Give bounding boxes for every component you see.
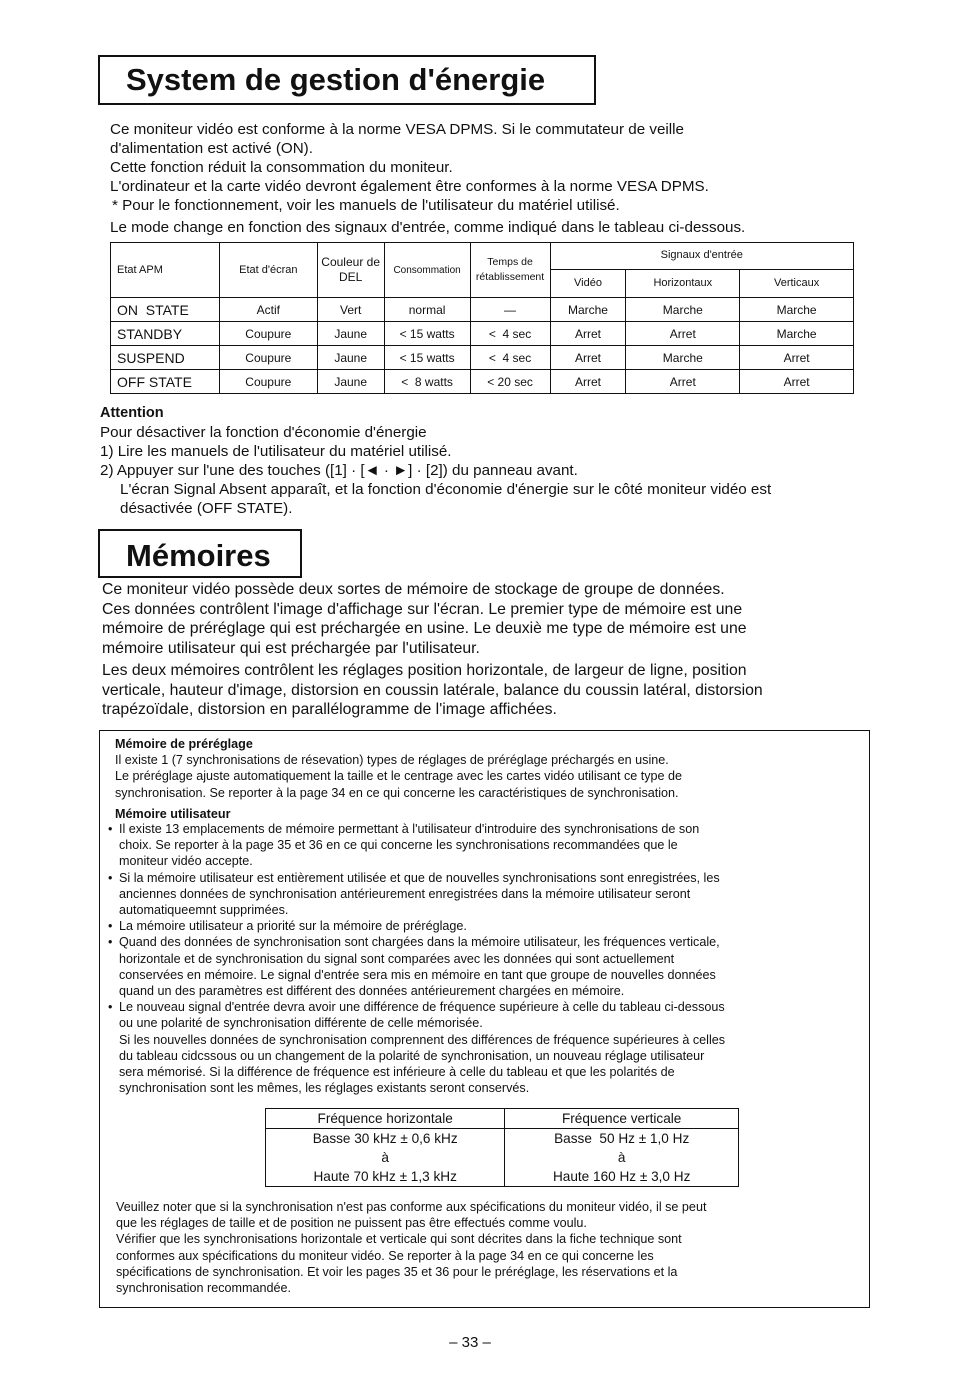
bullet-line: ou une polarité de synchronisation différente de celle mémorisée.	[119, 1016, 483, 1031]
bullet-line: automatiqueemnt supprimées.	[119, 903, 289, 918]
table-intro: Le mode change en fonction des signaux d'entrée, comme indiqué dans le tableau ci-dessous.	[110, 219, 746, 236]
freq-cell: à	[266, 1148, 505, 1167]
note-line: Veuillez noter que si la synchronisation n'est pas conforme aux spécifications du moniteur vidéo, il se peut	[116, 1200, 707, 1214]
cell: normal	[384, 298, 470, 322]
para-line: mémoire de préréglage qui est préchargée en usine. Le deuxiè me type de mémoire est une	[102, 620, 747, 638]
header-etat-apm: Etat APM	[111, 243, 220, 298]
bullet-line: sera mémorisé. Si la différence de fréquence est inférieure à celle du tableau et que les polarités de	[119, 1065, 675, 1080]
preset-memory-block	[115, 736, 855, 822]
cell: Arret	[626, 370, 740, 394]
preset-line: synchronisation. Se reporter à la page 34 en ce qui concerne les caractéristiques de synchronisation.	[115, 785, 679, 800]
intro-line: d'alimentation est activé (ON).	[110, 140, 313, 157]
attention-line: L'écran Signal Absent apparaît, et la fonction d'économie d'énergie sur le côté moniteur vidéo est	[120, 481, 772, 498]
table-row	[111, 346, 854, 370]
bullet-line: • Quand des données de synchronisation sont chargées dans la mémoire utilisateur, les fréquences verticale,	[119, 935, 720, 950]
section-title-energy: System de gestion d'énergie	[126, 62, 546, 97]
cell: Marche	[626, 298, 740, 322]
note-line: Vérifier que les synchronisations horizontale et verticale qui sont décrites dans la fiche technique sont	[116, 1232, 682, 1247]
table-row	[111, 322, 854, 346]
bullet-item	[107, 934, 859, 999]
bullet-line: • Si la mémoire utilisateur est entièrement utilisée et que de nouvelles synchronisations sont enregistrées, les	[119, 870, 720, 885]
bullet-item	[107, 821, 859, 870]
attention-line: 1) Lire les manuels de l'utilisateur du matériel utilisé.	[100, 443, 452, 460]
memoires-para2	[102, 661, 902, 720]
cell: < 20 sec	[470, 370, 550, 394]
freq-header-horizontal: Fréquence horizontale	[266, 1109, 505, 1129]
intro-line: L'ordinateur et la carte vidéo devront également être conformes à la norme VESA DPMS.	[110, 178, 709, 195]
intro-line: * Pour le fonctionnement, voir les manuels de l'utilisateur du matériel utilisé.	[112, 197, 620, 214]
energy-intro	[110, 120, 870, 215]
cell: OFF STATE	[111, 370, 220, 394]
para-line: verticale, hauteur d'image, distorsion en coussin latérale, balance du coussin latéral, distorsion	[102, 681, 763, 699]
freq-cell: Haute 160 Hz ± 3,0 Hz	[505, 1167, 739, 1187]
para-line: mémoire utilisateur qui est préchargée par l'utilisateur.	[102, 639, 480, 657]
bullet-item	[107, 999, 859, 1096]
table-row	[111, 370, 854, 394]
note-line: conformes aux spécifications du moniteur vidéo. Se reporter à la page 34 en ce qui concerne les	[116, 1248, 654, 1263]
header-etat-ecran: Etat d'écran	[219, 243, 317, 298]
cell: Marche	[626, 346, 740, 370]
intro-line: Cette fonction réduit la consommation du moniteur.	[110, 159, 453, 176]
section-title-memoires: Mémoires	[126, 538, 271, 573]
para-line: Les deux mémoires contrôlent les réglages position horizontale, de largeur de ligne, position	[102, 662, 747, 679]
cell: Arret	[550, 346, 626, 370]
bullet-line: moniteur vidéo accepte.	[119, 854, 253, 869]
cell: Arret	[626, 322, 740, 346]
bullet-line: choix. Se reporter à la page 35 et 36 en ce qui concerne les synchronisations recommandées que le	[119, 838, 678, 853]
cell: Arret	[550, 370, 626, 394]
preset-line: Le préréglage ajuste automatiquement la taille et le centrage avec les cartes vidéo utilisant ce type de	[115, 769, 683, 784]
cell: ON STATE	[111, 298, 220, 322]
header-video: Vidéo	[550, 269, 626, 297]
cell: Marche	[740, 298, 854, 322]
attention-line: Pour désactiver la fonction d'économie d'énergie	[100, 424, 427, 441]
bullet-line: conservées en mémoire. Le signal d'entrée sera mis en mémoire en tant que groupe de nouvelles données	[119, 967, 716, 982]
header-verticaux: Verticaux	[740, 269, 854, 297]
freq-cell: Haute 70 kHz ± 1,3 kHz	[266, 1167, 505, 1187]
freq-cell: Basse 50 Hz ± 1,0 Hz	[505, 1129, 739, 1149]
apm-table	[110, 242, 854, 394]
para-line: Ces données contrôlent l'image d'affichage sur l'écran. Le premier type de mémoire est une	[102, 600, 743, 618]
note-line: que les réglages de taille et de position ne puissent pas être effectués comme voulu.	[116, 1216, 587, 1231]
attention-heading: Attention	[100, 405, 164, 421]
user-memory-bullets	[107, 821, 859, 1096]
header-consommation: Consommation	[384, 243, 470, 298]
cell: Vert	[317, 298, 384, 322]
freq-cell: à	[505, 1148, 739, 1167]
cell: Coupure	[219, 370, 317, 394]
cell: < 15 watts	[384, 346, 470, 370]
bullet-line: Si les nouvelles données de synchronisation comprennent des différences de fréquence supérieures à celles	[119, 1032, 726, 1047]
attention-block	[100, 404, 900, 518]
table-row	[111, 298, 854, 322]
cell: < 4 sec	[470, 322, 550, 346]
header-signaux: Signaux d'entrée	[550, 243, 853, 270]
sync-note	[116, 1199, 861, 1296]
bullet-item	[107, 918, 859, 934]
cell: Arret	[740, 346, 854, 370]
freq-header-vertical: Fréquence verticale	[505, 1109, 739, 1129]
preset-heading: Mémoire de préréglage	[115, 737, 253, 751]
header-temps: Temps de rétablissement	[470, 243, 550, 298]
section-title-box-energy	[98, 55, 596, 105]
section-title-box-memoires	[98, 529, 302, 578]
bullet-line: synchronisation sont les mêmes, les réglages existants seront conservés.	[119, 1081, 530, 1096]
user-heading: Mémoire utilisateur	[115, 806, 231, 821]
bullet-line: horizontale et de synchronisation du signal sont comparées avec les données qui sont actuellement	[119, 951, 675, 966]
page-number: – 33 –	[449, 1334, 491, 1351]
preset-line: Il existe 1 (7 synchronisations de résevation) types de réglages de préréglage préchargés en usine.	[115, 753, 669, 768]
cell: < 8 watts	[384, 370, 470, 394]
attention-line: 2) Appuyer sur l'une des touches ([1] · [◄ · ►] · [2]) du panneau avant.	[100, 462, 578, 479]
para-line: trapézoïdale, distorsion en parallélogramme de l'image affichées.	[102, 701, 557, 719]
freq-cell: Basse 30 kHz ± 0,6 kHz	[266, 1129, 505, 1149]
note-line: spécifications de synchronisation. Et voir les pages 35 et 36 pour le préréglage, les réservations et la	[116, 1264, 678, 1279]
bullet-line: • Le nouveau signal d'entrée devra avoir une différence de fréquence supérieure à celle du tableau ci-dessous	[119, 1000, 725, 1015]
header-horizontaux: Horizontaux	[626, 269, 740, 297]
cell: STANDBY	[111, 322, 220, 346]
cell: —	[470, 298, 550, 322]
cell: Coupure	[219, 346, 317, 370]
cell: Marche	[550, 298, 626, 322]
cell: < 4 sec	[470, 346, 550, 370]
bullet-line: du tableau cidcssous ou un changement de la polarité de synchronisation, un nouveau réglage utilisateur	[119, 1048, 705, 1063]
cell: Coupure	[219, 322, 317, 346]
cell: Actif	[219, 298, 317, 322]
note-line: synchronisation recommandée.	[116, 1281, 292, 1296]
header-couleur-del: Couleur de DEL	[317, 243, 384, 298]
cell: Jaune	[317, 346, 384, 370]
cell: SUSPEND	[111, 346, 220, 370]
cell: < 15 watts	[384, 322, 470, 346]
bullet-line: quand un des paramètres est différent des données antérieurement chargées en mémoire.	[119, 984, 625, 999]
bullet-line: • Il existe 13 emplacements de mémoire permettant à l'utilisateur d'introduire des synchronisations de son	[119, 822, 700, 836]
para-line: Ce moniteur vidéo possède deux sortes de mémoire de stockage de groupe de données.	[102, 581, 725, 598]
cell: Jaune	[317, 370, 384, 394]
bullet-line: anciennes données de synchronisation antérieurement enregistrées dans la mémoire utilisateur seront	[119, 886, 691, 901]
bullet-line: • La mémoire utilisateur a priorité sur la mémoire de préréglage.	[119, 919, 467, 934]
cell: Marche	[740, 322, 854, 346]
bullet-item	[107, 870, 859, 919]
cell: Jaune	[317, 322, 384, 346]
frequency-table	[265, 1108, 739, 1187]
attention-line: désactivée (OFF STATE).	[120, 500, 293, 517]
memoires-para1	[102, 580, 902, 658]
intro-line: Ce moniteur vidéo est conforme à la norme VESA DPMS. Si le commutateur de veille	[110, 121, 685, 138]
cell: Arret	[740, 370, 854, 394]
cell: Arret	[550, 322, 626, 346]
